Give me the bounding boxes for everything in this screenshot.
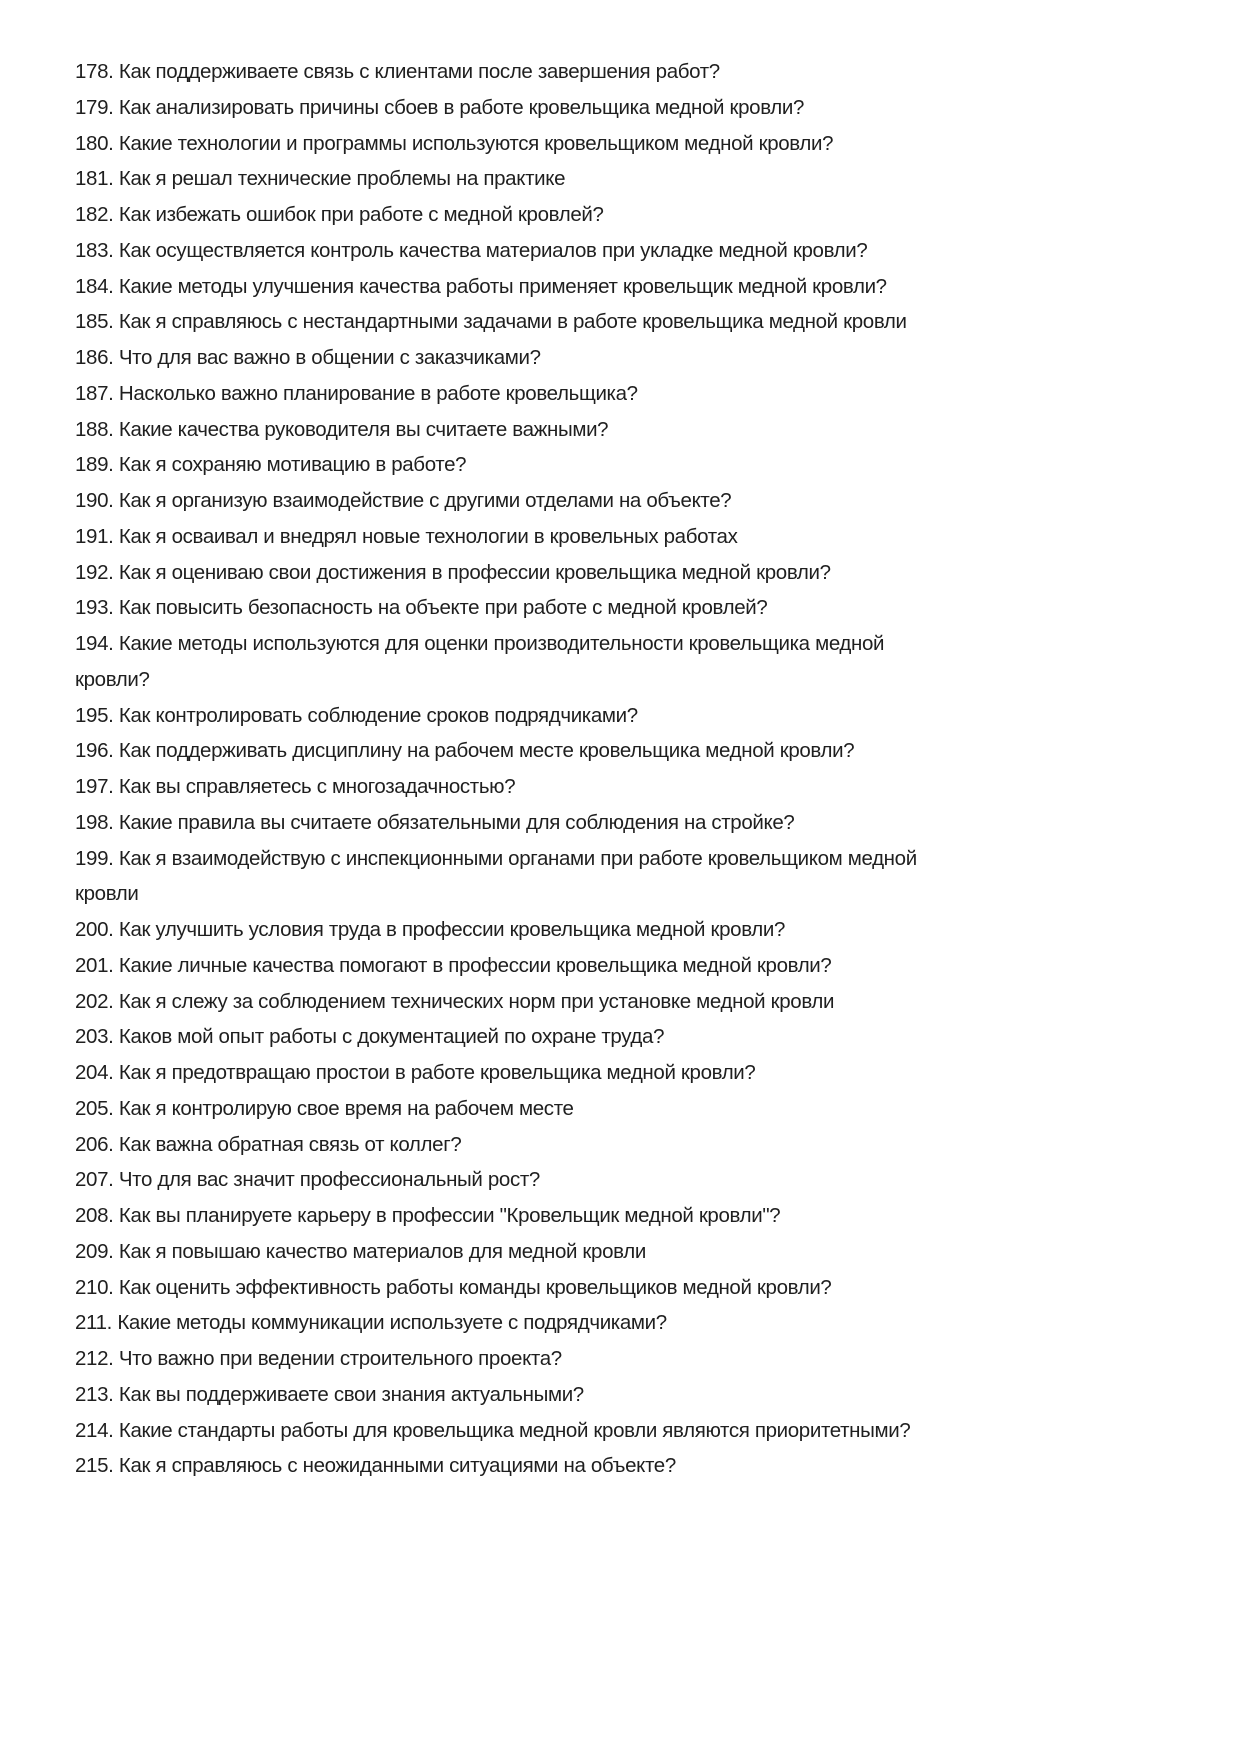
question-text: Как вы планируете карьеру в профессии "Кровельщик медной кровли"? [118,1204,781,1227]
question-item [75,1448,1075,1484]
question-number: 211. [75,1311,112,1335]
question-text: Как вы поддерживаете свои знания актуальными? [118,1382,584,1406]
question-number: 186. [75,346,114,369]
question-item [75,90,1075,126]
question-number: 201. [75,953,114,977]
question-text: Какие личные качества помогают в профессии кровельщика медной кровли? [118,953,832,977]
question-text: Что важно при ведении строительного проекта? [118,1347,562,1370]
question-number: 204. [75,1061,114,1084]
question-number: 184. [75,274,114,298]
question-text: Что для вас важно в общении с заказчиками? [118,346,541,369]
question-number: 214. [75,1418,114,1442]
question-text: Какие методы используются для оценки производительности кровельщика медной [118,632,885,655]
question-number: 193. [75,596,114,620]
question-item [75,1413,1075,1449]
question-item [75,769,1075,805]
question-text: Какие методы улучшения качества работы применяет кровельщик медной кровли? [118,274,887,298]
question-text: Как я решал технические проблемы на практике [118,167,566,191]
question-number: 209. [75,1239,114,1263]
question-text: Как я осваивал и внедрял новые технологии в кровельных работах [118,524,738,548]
question-number: 185. [75,310,114,334]
question-item [75,412,1075,448]
question-item [75,1341,1075,1377]
question-item [75,841,1075,877]
question-number: 205. [75,1096,114,1120]
question-item [75,1055,1075,1091]
question-text: Как поддерживать дисциплину на рабочем месте кровельщика медной кровли? [118,739,855,763]
question-number: 183. [75,238,114,262]
question-number: 187. [75,381,114,405]
question-number: 207. [75,1168,114,1192]
question-number: 181. [75,167,114,191]
question-item [75,376,1075,412]
question-text: Как оценить эффективность работы команды кровельщиков медной кровли? [118,1275,832,1299]
question-number: 178. [75,60,114,83]
question-item [75,126,1075,162]
question-text-continuation: кровли [75,882,139,906]
question-item [75,698,1075,734]
question-item [75,519,1075,555]
question-item [75,984,1075,1020]
question-number: 179. [75,95,114,119]
question-number: 208. [75,1204,114,1227]
question-number: 206. [75,1132,114,1156]
question-item [75,269,1075,305]
question-number: 202. [75,989,114,1013]
question-item [75,340,1075,376]
question-number: 215. [75,1454,114,1478]
question-text: Как вы справляетесь с многозадачностью? [118,775,516,798]
question-text: Как я контролирую свое время на рабочем месте [118,1096,574,1120]
question-item [75,1234,1075,1270]
question-text: Какие правила вы считаете обязательными для соблюдения на стройке? [118,810,795,834]
question-item [75,1198,1075,1234]
question-item [75,304,1075,340]
question-text: Как анализировать причины сбоев в работе кровельщика медной кровли? [118,95,805,119]
question-number: 192. [75,560,114,584]
question-text: Как я предотвращаю простои в работе кровельщика медной кровли? [118,1061,756,1084]
question-item [75,197,1075,233]
question-number: 182. [75,203,114,226]
question-number: 194. [75,632,114,655]
question-item [75,161,1075,197]
question-item [75,1091,1075,1127]
question-text: Как я организую взаимодействие с другими отделами на объекте? [118,489,732,512]
question-text: Как я справляюсь с неожиданными ситуациями на объекте? [118,1454,676,1478]
question-item [75,54,1075,90]
question-number: 189. [75,453,114,477]
question-text: Какие методы коммуникации используете с подрядчиками? [117,1311,667,1335]
question-text: Какие качества руководителя вы считаете важными? [118,417,609,441]
question-item [75,1019,1075,1055]
question-text: Насколько важно планирование в работе кровельщика? [118,381,638,405]
question-item [75,733,1075,769]
question-number: 210. [75,1275,114,1299]
question-text: Как повысить безопасность на объекте при работе с медной кровлей? [118,596,768,620]
question-text: Какие стандарты работы для кровельщика медной кровли являются приоритетными? [118,1418,911,1442]
question-item [75,555,1075,591]
question-text: Какие технологии и программы используются кровельщиком медной кровли? [118,131,834,155]
question-text: Как контролировать соблюдение сроков подрядчиками? [118,703,638,727]
question-number: 195. [75,703,114,727]
question-number: 212. [75,1347,114,1370]
question-item [75,912,1075,948]
question-number: 198. [75,810,114,834]
question-number: 200. [75,918,114,941]
question-text-continuation: кровли? [75,667,150,691]
question-item [75,948,1075,984]
question-item [75,447,1075,483]
question-number: 197. [75,775,114,798]
question-text: Как я оцениваю свои достижения в профессии кровельщика медной кровли? [118,560,831,584]
question-item [75,1305,1075,1341]
question-text: Как осуществляется контроль качества материалов при укладке медной кровли? [118,238,868,262]
question-text: Как я сохраняю мотивацию в работе? [118,453,467,477]
question-item [75,626,1075,662]
question-number: 190. [75,489,114,512]
question-item [75,233,1075,269]
question-text: Что для вас значит профессиональный рост? [118,1168,540,1192]
question-text: Как улучшить условия труда в профессии кровельщика медной кровли? [118,918,786,941]
question-text: Как я справляюсь с нестандартными задачами в работе кровельщика медной кровли [118,310,907,334]
question-text: Как я взаимодействую с инспекционными органами при работе кровельщиком медной [118,846,917,870]
question-text: Как я слежу за соблюдением технических норм при установке медной кровли [118,989,835,1013]
question-item [75,1270,1075,1306]
question-number: 191. [75,524,114,548]
question-number: 180. [75,131,114,155]
question-number: 196. [75,739,114,763]
question-number: 213. [75,1382,114,1406]
question-number: 203. [75,1025,114,1049]
question-number: 188. [75,417,114,441]
question-item [75,590,1075,626]
question-item [75,1162,1075,1198]
question-item [75,1377,1075,1413]
question-text: Как поддерживаете связь с клиентами после завершения работ? [118,60,720,83]
question-text: Как важна обратная связь от коллег? [118,1132,462,1156]
question-text: Как я повышаю качество материалов для медной кровли [118,1239,646,1263]
question-number: 199. [75,846,114,870]
question-item [75,1127,1075,1163]
question-item [75,805,1075,841]
question-item [75,483,1075,519]
question-list [75,54,1075,1484]
question-text: Как избежать ошибок при работе с медной кровлей? [118,203,604,226]
question-text: Каков мой опыт работы с документацией по охране труда? [118,1025,665,1049]
